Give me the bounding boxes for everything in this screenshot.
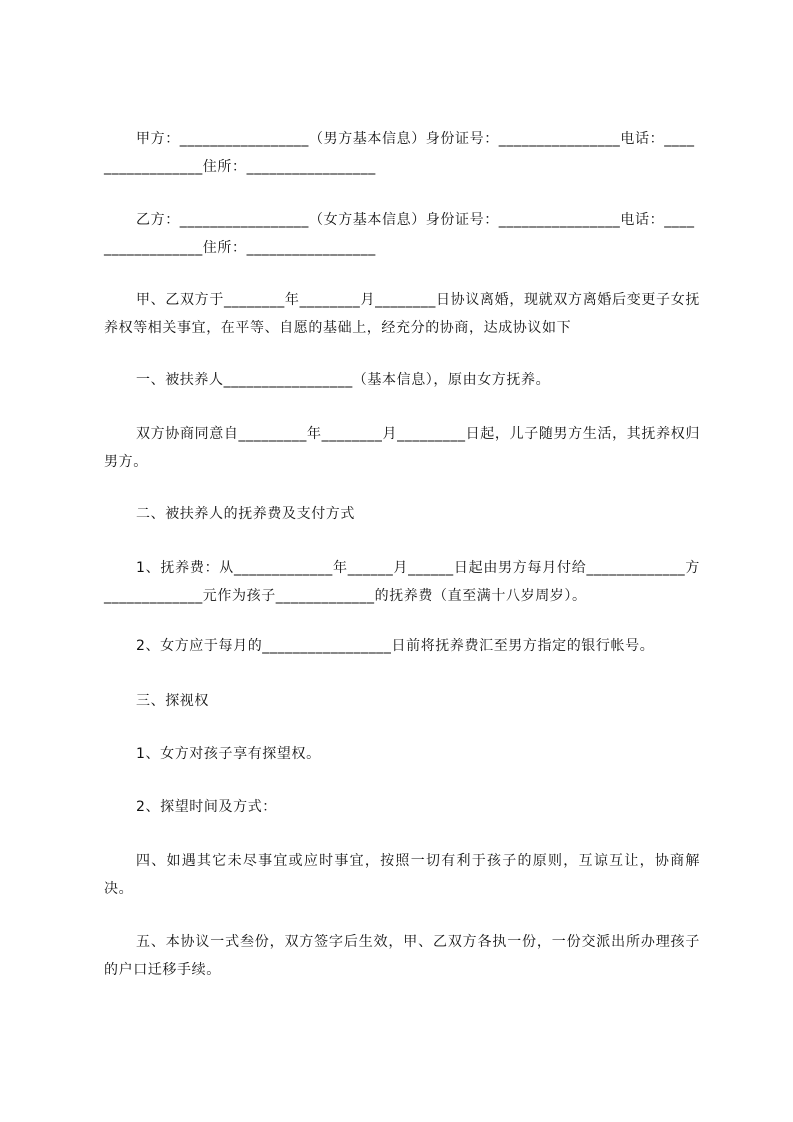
payment-deadline-clause: 2、女方应于每月的_________________日前将抚养费汇至男方指定的银行帐号。 xyxy=(136,638,655,654)
agreement-preamble: 甲、乙双方于________年________月________日协议离婚，现就双方离婚后变更子女抚养权等相关事宜，在平等、自愿的基础上，经充分的协商，达成协议如下 xyxy=(104,292,700,336)
visitation-schedule-clause: 2、探望时间及方式： xyxy=(136,799,277,815)
visitation-right-clause: 1、女方对孩子享有探望权。 xyxy=(136,746,321,762)
custody-agreement-clause: 双方协商同意自_________年________月_________日起，儿子随男方生活，其抚养权归男方。 xyxy=(104,426,700,470)
party-a-info: 甲方：_________________（男方基本信息）身份证号：________________电话：_________________住所：_________________ xyxy=(104,131,695,175)
section-four-clause: 四、如遇其它未尽事宜或应时事宜，按照一切有利于孩子的原则，互谅互让，协商解决。 xyxy=(104,853,700,897)
section-two-heading: 二、被扶养人的抚养费及支付方式 xyxy=(136,506,355,522)
support-fee-clause: 1、抚养费：从_____________年______月______日起由男方每月付给_____________方_____________元作为孩子_____________的抚养费（直至满十八岁周岁）。 xyxy=(104,560,700,604)
party-b-info: 乙方：_________________（女方基本信息）身份证号：________________电话：_________________住所：_________________ xyxy=(104,212,695,256)
section-one-heading: 一、被扶养人_________________（基本信息），原由女方抚养。 xyxy=(136,372,551,388)
section-five-clause: 五、本协议一式叁份，双方签字后生效，甲、乙双方各执一份，一份交派出所办理孩子的户口迁移手续。 xyxy=(104,934,700,978)
section-three-heading: 三、探视权 xyxy=(136,693,209,709)
